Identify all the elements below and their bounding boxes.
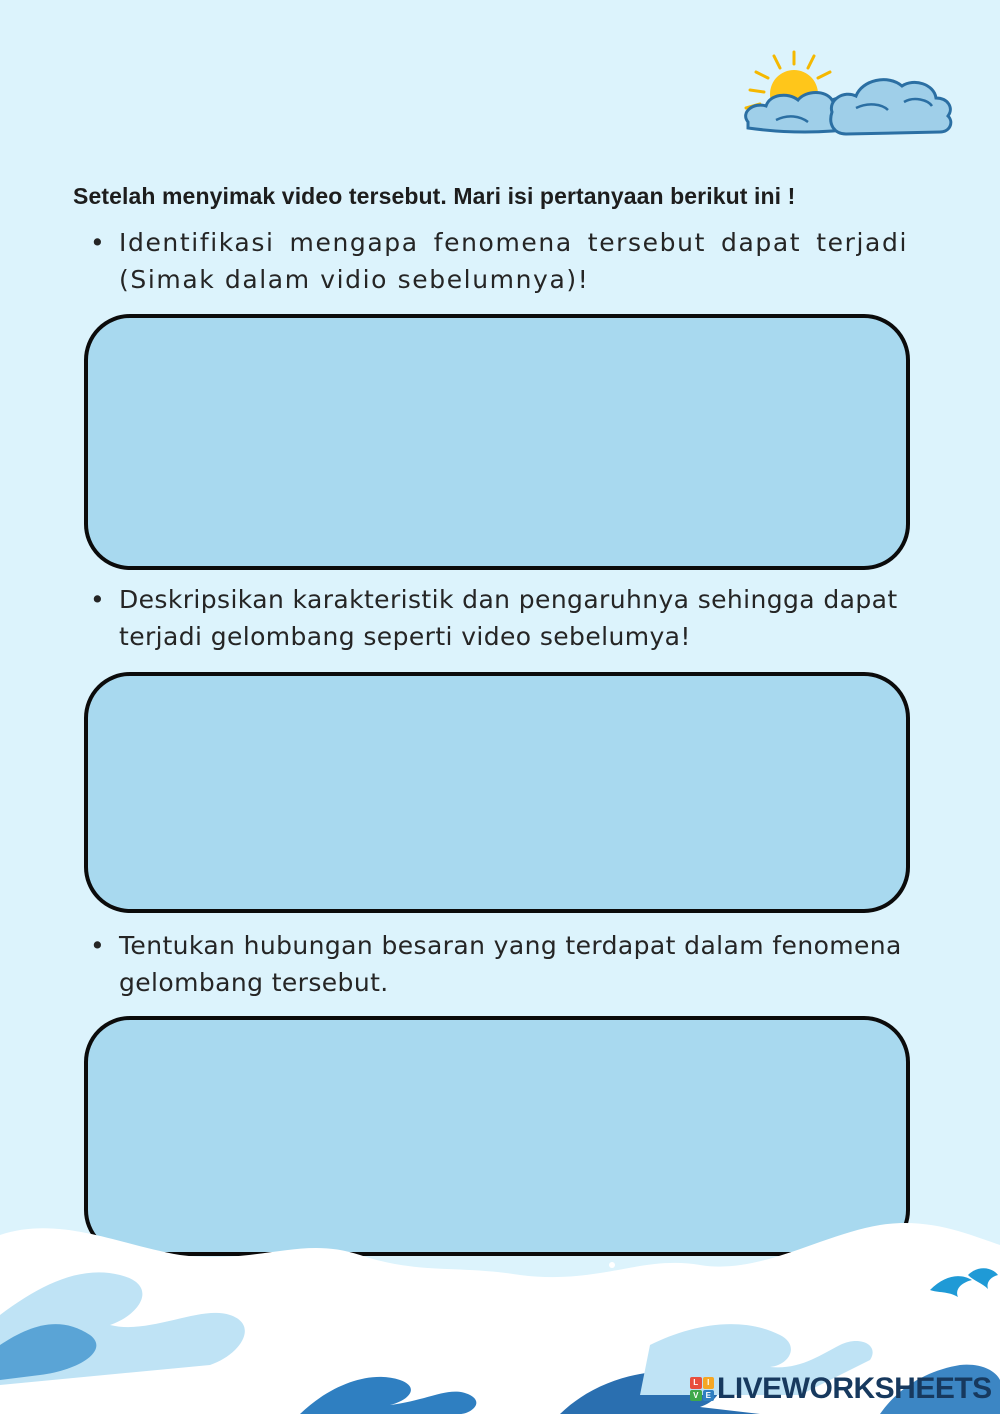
sun-cloud-icon	[736, 50, 956, 145]
brand-name: LIVEWORKSHEETS	[717, 1372, 992, 1405]
question-1-text: Identifikasi mengapa fenomena tersebut dapat terjadi (Simak dalam vidio sebelumnya)!	[119, 228, 908, 294]
question-1	[90, 224, 908, 298]
question-3-text: Tentukan hubungan besaran yang terdapat dalam fenomena gelombang tersebut.	[119, 931, 902, 997]
bullet-marker: •	[90, 931, 106, 960]
liveworksheets-brand	[690, 1372, 992, 1406]
question-2	[90, 581, 908, 655]
bullet-marker: •	[90, 585, 106, 614]
liveworksheets-logo-icon	[690, 1377, 714, 1401]
question-2-text: Deskripsikan karakteristik dan pengaruhnya sehingga dapat terjadi gelombang seperti video sebelumya!	[119, 585, 898, 651]
logo-letter: V	[690, 1390, 702, 1402]
logo-letter: L	[690, 1377, 702, 1389]
logo-letter: I	[703, 1377, 715, 1389]
answer-box-1[interactable]	[84, 314, 910, 570]
answer-box-2[interactable]	[84, 672, 910, 913]
question-3	[90, 927, 908, 1001]
bullet-marker: •	[90, 228, 106, 257]
logo-letter: E	[703, 1390, 715, 1402]
instruction-heading: Setelah menyimak video tersebut. Mari isi pertanyaan berikut ini !	[73, 183, 796, 209]
